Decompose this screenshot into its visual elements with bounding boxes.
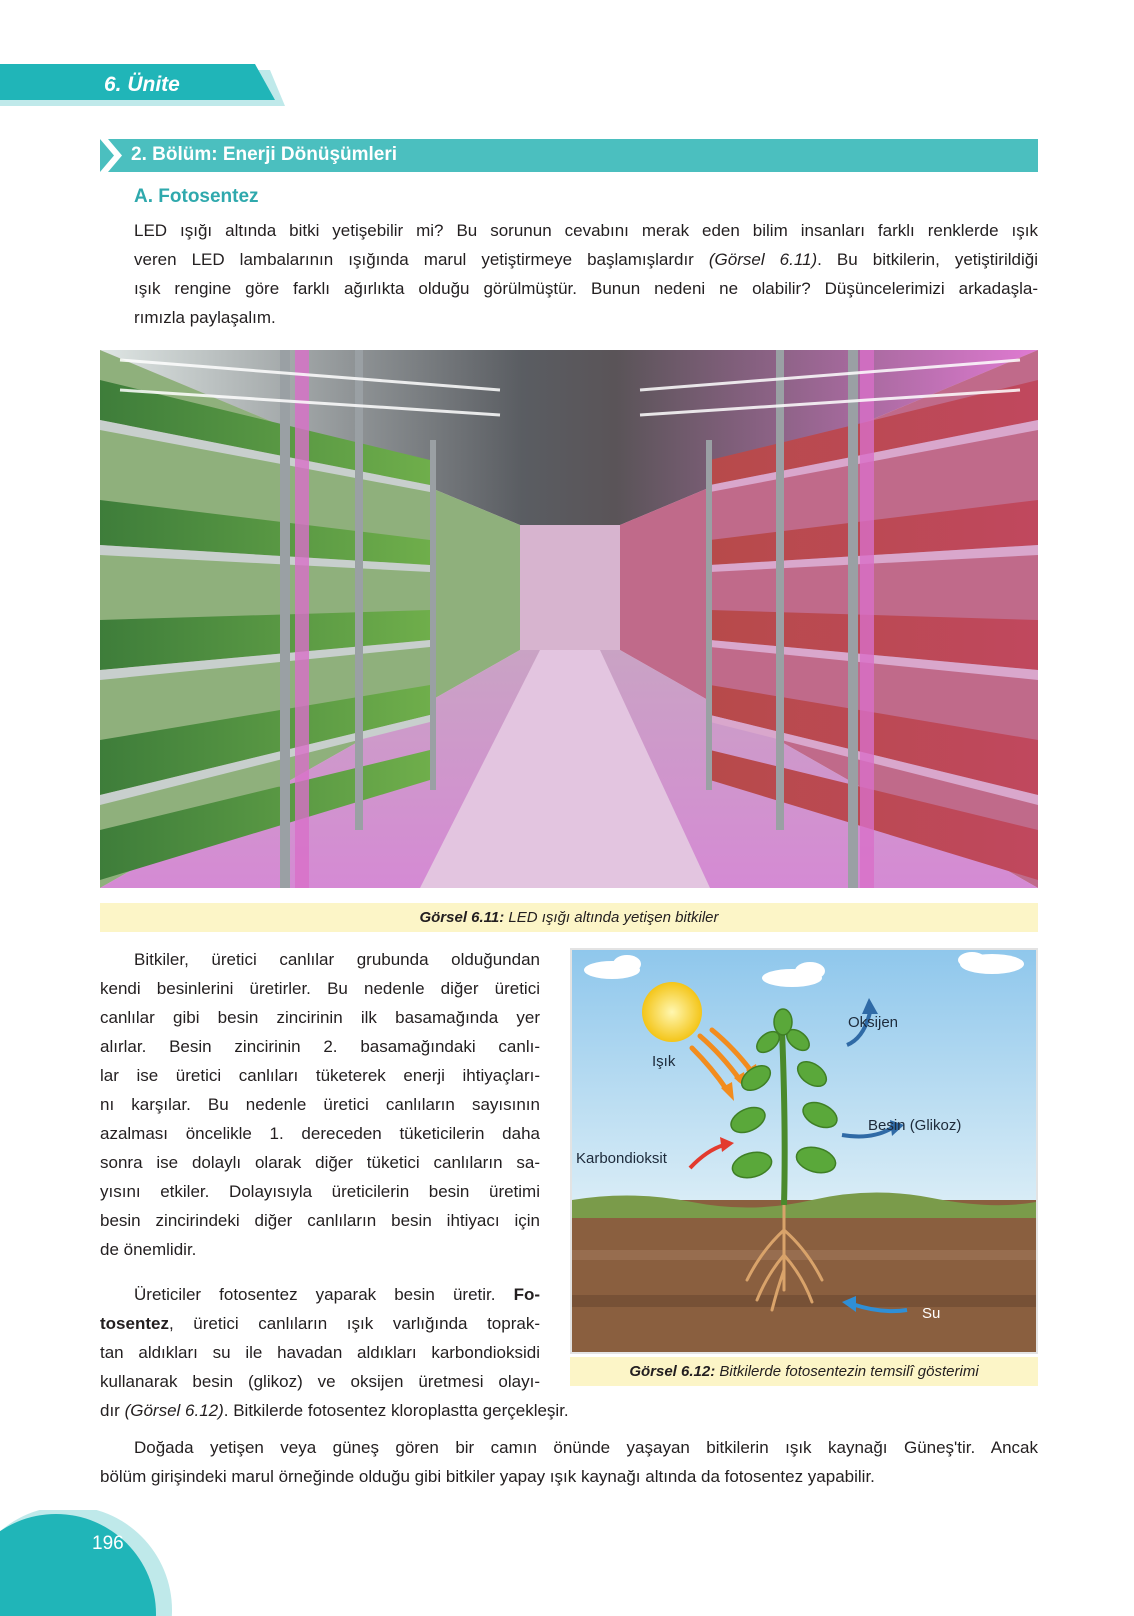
figure1-caption-text: LED ışığı altında yetişen bitkiler xyxy=(508,909,719,926)
unit-label: 6. Ünite xyxy=(104,73,180,96)
photo-term-start: Fo- xyxy=(513,1285,540,1304)
photo-line-5-pre: dır xyxy=(100,1401,125,1420)
label-oxygen: Oksijen xyxy=(848,1014,899,1031)
photo-line-1-text: Üreticiler fotosentez yaparak besin üretir. xyxy=(134,1285,514,1304)
photo-line-1 xyxy=(100,1280,540,1309)
figure1-caption xyxy=(100,903,1038,932)
led-farm-image xyxy=(100,350,1038,888)
label-light: Işık xyxy=(652,1053,676,1070)
photo-term-end: tosentez xyxy=(100,1314,169,1333)
body-line: sonra ise dolaylı olarak diğer tüketici canlıların sa- xyxy=(100,1153,540,1172)
closing-line: Doğada yetişen veya güneş gören bir camın önünde yaşayan bitkilerin ışık kaynağı Güneş'tir. Ancak xyxy=(134,1438,1038,1457)
figure1-caption-label: Görsel 6.11: xyxy=(419,909,505,926)
body-line: de önemlidir. xyxy=(100,1240,197,1259)
figure2-caption-text: Bitkilerde fotosentezin temsilî gösterimi xyxy=(719,1363,979,1380)
closing-line: bölüm girişindeki marul örneğinde olduğu gibi bitkiler yapay ışık kaynağı altında da fotosentez yapabilir. xyxy=(100,1467,875,1486)
body-line: nı karşılar. Bu nedenle üretici canlıların sayısının xyxy=(100,1095,540,1114)
intro-line: ışık rengine göre farklı ağırlıkta olduğu görülmüştür. Bunun nedeni ne olabilir? Düşüncelerimizi arkadaşla- xyxy=(134,279,1038,298)
photo-line-5-post: . Bitkilerde fotosentez kloroplastta gerçekleşir. xyxy=(223,1401,569,1420)
section-title: 2. Bölüm: Enerji Dönüşümleri xyxy=(131,144,398,165)
page-number: 196 xyxy=(92,1533,124,1554)
body-line: alırlar. Besin zincirinin 2. basamağındaki canlı- xyxy=(100,1037,540,1056)
label-co2: Karbondioksit xyxy=(576,1150,667,1167)
photosynthesis-paragraph xyxy=(100,1280,540,1396)
photo-line-2 xyxy=(100,1309,540,1338)
photo-line-5 xyxy=(100,1396,1038,1425)
photo-line-4: kullanarak besin (glikoz) ve oksijen üretmesi olayı- xyxy=(100,1372,540,1391)
closing-paragraph xyxy=(100,1433,1038,1491)
page-number-badge xyxy=(0,1510,180,1616)
body-line: lar ise üretici canlıları tüketerek enerji ihtiyaçları- xyxy=(100,1066,540,1085)
figure-ref: (Görsel 6.12) xyxy=(124,1401,224,1420)
body-left-paragraph xyxy=(100,945,540,1264)
label-food: Besin (Glikoz) xyxy=(868,1117,962,1134)
photo-line-5-content xyxy=(100,1396,1038,1425)
chevron-right-icon xyxy=(100,139,124,172)
intro-paragraph xyxy=(134,216,1038,332)
intro-line: LED ışığı altında bitki yetişebilir mi? Bu sorunun cevabını merak eden bilim insanları farklı renklerde ışık xyxy=(134,221,1038,240)
figure-ref: (Görsel 6.11) xyxy=(708,250,818,269)
body-line: canlılar gibi besin zincirinin ilk basamağında yer xyxy=(100,1008,540,1027)
body-line: azalması öncelikle 1. dereceden tüketicilerin daha xyxy=(100,1124,540,1143)
intro-line: rımızla paylaşalım. xyxy=(134,308,276,327)
body-line: Bitkiler, üretici canlılar grubunda olduğundan xyxy=(134,950,540,969)
body-line: besin zincirindeki diğer canlıların besin ihtiyacı için xyxy=(100,1211,540,1230)
label-water: Su xyxy=(922,1305,941,1322)
figure2-caption-label: Görsel 6.12: xyxy=(629,1363,716,1380)
photo-line-2-text: , üretici canlıların ışık varlığında toprak- xyxy=(168,1314,540,1333)
photo-line-3: tan aldıkları su ile havadan aldıkları karbondioksidi xyxy=(100,1343,540,1362)
body-line: kendi besinlerini üretirler. Bu nedenle diğer üretici xyxy=(100,979,540,998)
intro-line: veren LED lambalarının ışığında marul yetiştirmeye başlamışlardır (Görsel 6.11). Bu bitkilerin, yetiştirildiği xyxy=(134,250,1038,269)
subheading: A. Fotosentez xyxy=(134,186,259,207)
photosynthesis-diagram xyxy=(570,948,1038,1354)
sun-icon xyxy=(642,982,702,1042)
figure2-caption xyxy=(570,1357,1038,1386)
body-line: yısını etkiler. Dolayısıyla üreticilerin besin üretimi xyxy=(100,1182,540,1201)
